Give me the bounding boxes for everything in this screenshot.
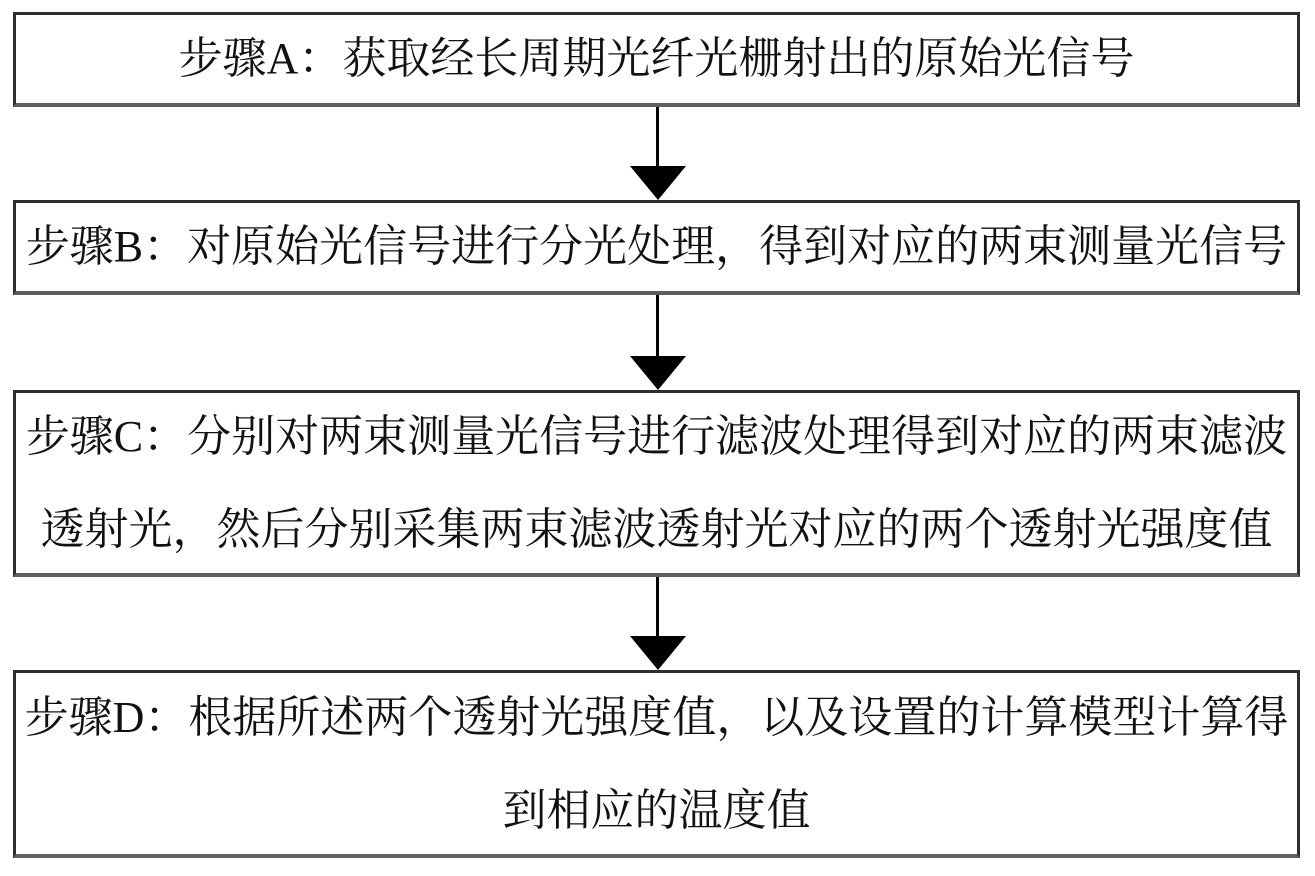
step-d-text-line-2: 到相应的温度值	[502, 785, 811, 835]
flow-arrow-a-to-b	[0, 107, 1315, 200]
arrow-stem	[656, 577, 659, 636]
arrow-down-icon	[630, 636, 686, 670]
step-box-b	[13, 200, 1300, 295]
arrow-stem	[656, 295, 659, 356]
arrow-down-icon	[630, 166, 686, 200]
flow-arrow-c-to-d	[0, 577, 1315, 670]
step-box-d	[13, 670, 1300, 858]
step-box-a	[13, 12, 1300, 107]
arrow-stem	[656, 107, 659, 166]
step-c-text-line-2: 透射光，然后分别采集两束滤波透射光对应的两个透射光强度值	[40, 505, 1273, 554]
arrow-down-icon	[630, 356, 686, 390]
flow-arrow-b-to-c	[0, 295, 1315, 390]
step-b-text: 步骤B：对原始光信号进行分光处理，得到对应的两束测量光信号	[25, 222, 1288, 271]
step-c-text-line-1: 步骤C：分别对两束测量光信号进行滤波处理得到对应的两束滤波	[25, 412, 1288, 461]
step-d-text-line-1: 步骤D：根据所述两个透射光强度值，以及设置的计算模型计算得	[24, 692, 1289, 742]
step-a-text: 步骤A：获取经长周期光纤光栅射出的原始光信号	[178, 34, 1135, 83]
step-box-c	[13, 390, 1300, 577]
